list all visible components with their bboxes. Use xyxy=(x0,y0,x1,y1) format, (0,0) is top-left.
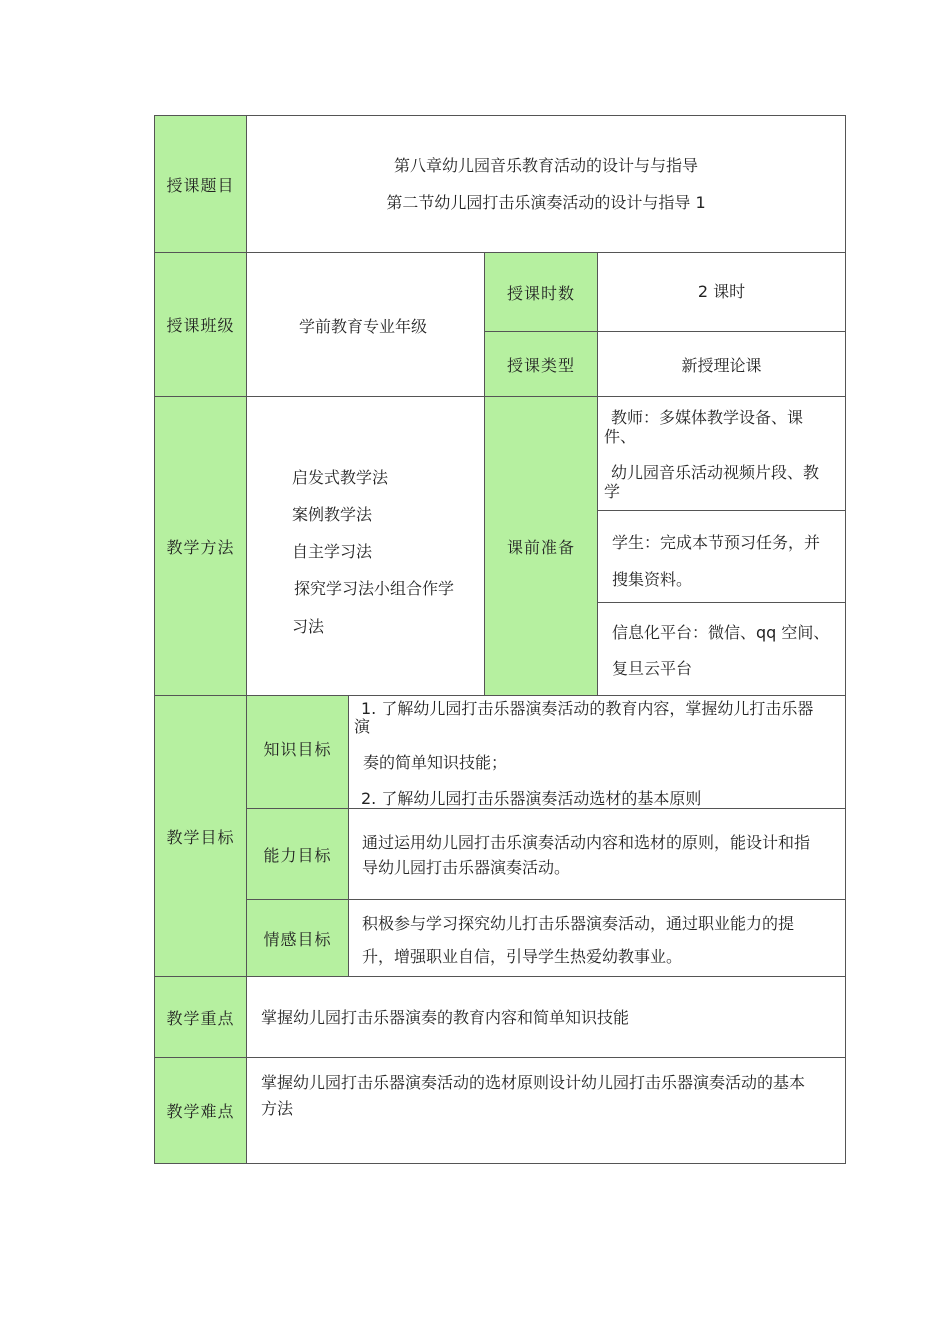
topic-line-1: 第八章幼儿园音乐教育活动的设计与与指导 xyxy=(393,156,698,175)
key-value: 掌握幼儿园打击乐器演奏的教育内容和简单知识技能 xyxy=(261,1008,630,1027)
prep-student-cell xyxy=(597,510,846,603)
knowledge-cell xyxy=(348,695,846,809)
label-knowledge: 知识目标 xyxy=(246,695,349,809)
difficulty-cell xyxy=(246,1057,846,1164)
prep-platform-line: 信息化平台：微信、qq 空间、 xyxy=(612,623,830,642)
label-emotion: 情感目标 xyxy=(246,899,349,977)
prep-platform-line: 复旦云平台 xyxy=(612,659,693,678)
emotion-line: 积极参与学习探究幼儿打击乐器演奏活动，通过职业能力的提 xyxy=(362,914,795,933)
label-method: 教学方法 xyxy=(154,396,247,696)
prep-teacher-line: 件、 xyxy=(604,427,637,446)
knowledge-line: 2. 了解幼儿园打击乐器演奏活动选材的基本原则 xyxy=(361,789,702,808)
ability-line: 通过运用幼儿园打击乐演奏活动内容和选材的原则，能设计和指 xyxy=(362,833,811,852)
method-item: 习法 xyxy=(292,617,325,636)
method-item: 探究学习法小组合作学 xyxy=(294,579,455,598)
topic-cell xyxy=(246,115,846,253)
method-item: 案例教学法 xyxy=(292,505,373,524)
prep-student-line: 学生：完成本节预习任务，并 xyxy=(612,533,821,552)
label-difficulty: 教学难点 xyxy=(154,1057,247,1164)
prep-teacher-line: 学 xyxy=(604,482,621,501)
knowledge-line: 奏的简单知识技能； xyxy=(363,753,508,772)
label-ability: 能力目标 xyxy=(246,808,349,900)
prep-student-line: 搜集资料。 xyxy=(612,570,693,589)
topic-line-2: 第二节幼儿园打击乐演奏活动的设计与指导 1 xyxy=(386,193,706,212)
knowledge-line: 演 xyxy=(354,717,371,736)
label-goals: 教学目标 xyxy=(154,695,247,977)
class-cell xyxy=(246,252,485,397)
difficulty-line: 掌握幼儿园打击乐器演奏活动的选材原则设计幼儿园打击乐器演奏活动的基本 xyxy=(261,1073,806,1092)
method-cell xyxy=(246,396,485,696)
difficulty-line: 方法 xyxy=(261,1099,294,1118)
prep-teacher-cell xyxy=(597,396,846,511)
prep-teacher-line: 教师：多媒体教学设备、课 xyxy=(611,408,804,427)
prep-platform-cell xyxy=(597,602,846,696)
hours-value: 2 课时 xyxy=(597,252,846,332)
class-value: 学前教育专业年级 xyxy=(299,317,428,336)
prep-teacher-line: 幼儿园音乐活动视频片段、教 xyxy=(611,463,820,482)
knowledge-line: 1. 了解幼儿园打击乐器演奏活动的教育内容，掌握幼儿打击乐器 xyxy=(361,699,814,718)
key-cell xyxy=(246,976,846,1058)
type-value: 新授理论课 xyxy=(597,331,846,397)
ability-cell xyxy=(348,808,846,900)
label-prep: 课前准备 xyxy=(484,396,598,696)
emotion-line: 升，增强职业自信，引导学生热爱幼教事业。 xyxy=(362,947,683,966)
label-class: 授课班级 xyxy=(154,252,247,397)
emotion-cell xyxy=(348,899,846,977)
ability-line: 导幼儿园打击乐器演奏活动。 xyxy=(362,858,571,877)
label-key: 教学重点 xyxy=(154,976,247,1058)
method-item: 自主学习法 xyxy=(292,542,373,561)
label-topic: 授课题目 xyxy=(154,115,247,253)
label-type: 授课类型 xyxy=(484,331,598,397)
method-item: 启发式教学法 xyxy=(292,468,389,487)
label-hours: 授课时数 xyxy=(484,252,598,332)
